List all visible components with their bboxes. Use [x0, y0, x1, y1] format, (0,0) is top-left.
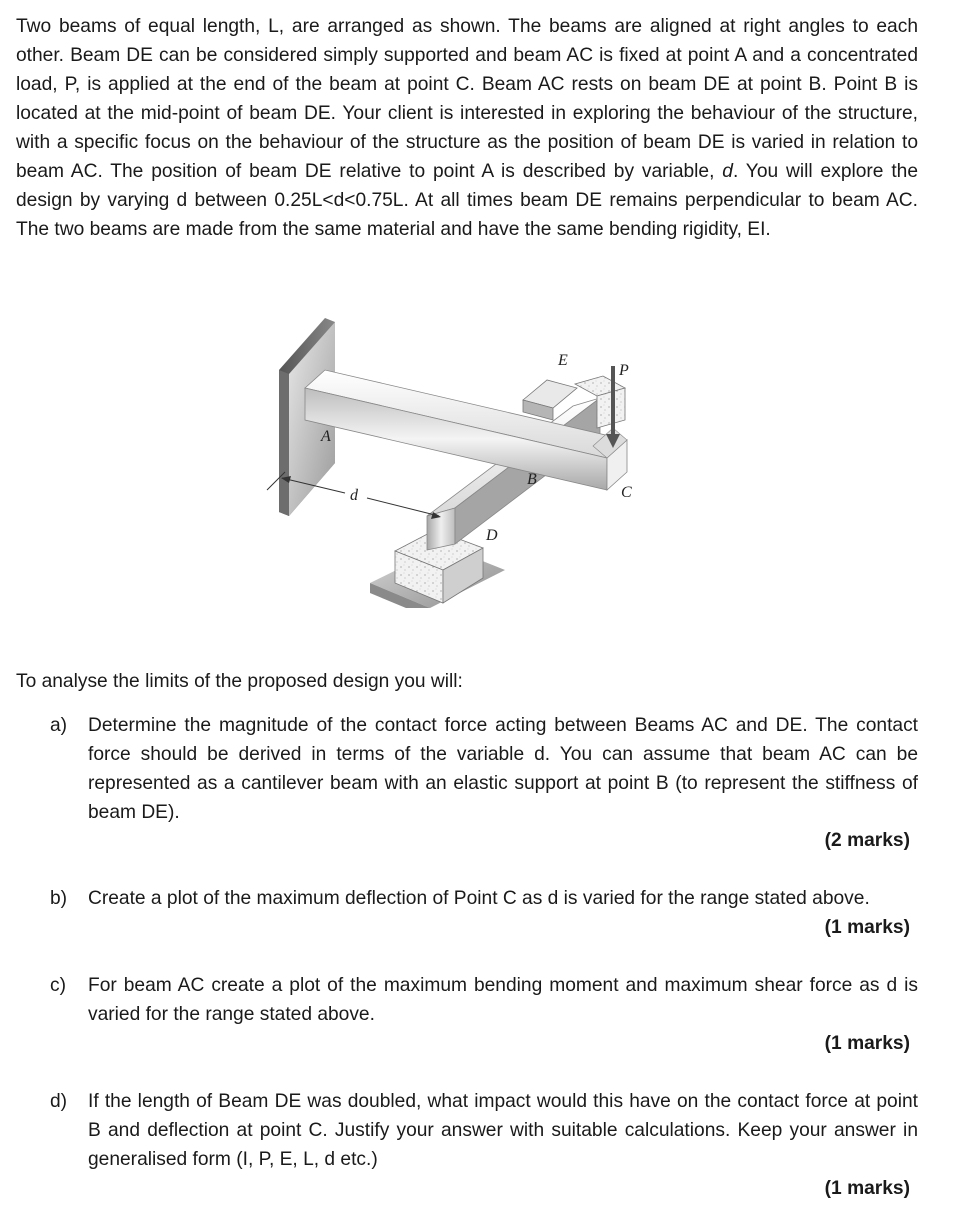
question-text: If the length of Beam DE was doubled, what impact would this have on the contact force at point B and deflection at point C. Justify your answer with suitable calculations. Keep your answer in generalised form (I, P, E, L, d etc.) [88, 1091, 918, 1170]
label-p: P [619, 362, 629, 379]
question-a [50, 711, 918, 827]
question-letter: d) [50, 1091, 68, 1112]
question-d [50, 1087, 918, 1174]
problem-statement [16, 12, 918, 244]
question-text: Create a plot of the maximum deflection of Point C as d is varied for the range stated above. [88, 888, 870, 909]
question-letter: a) [50, 715, 68, 736]
marks-c: (1 marks) [824, 1033, 910, 1054]
question-text: Determine the magnitude of the contact force acting between Beams AC and DE. The contact force should be derived in terms of the variable d. You can assume that beam AC can be represented as a cantilever beam with an elastic support at point B (to represent the stiffness of beam DE). [88, 715, 918, 823]
intro-text: Two beams of equal length, L, are arranged as shown. The beams are aligned at right angles to each other. Beam DE can be considered simply supported and beam AC is fixed at point A and a concentrated load, P, is applied at the end of the beam at point C. Beam AC rests on beam DE at point B. Point B is located at the mid-point of beam DE. Your client is interested in exploring the behaviour of the structure, with a specific focus on the behaviour of the structure as the position of beam DE is varied in relation to beam AC. The position of beam DE relative to point A is described by variable, [16, 16, 918, 182]
label-dim-d: d [350, 487, 358, 504]
marks-d: (1 marks) [824, 1178, 910, 1199]
question-text: For beam AC create a plot of the maximum bending moment and maximum shear force as d is varied for the range stated above. [88, 975, 918, 1025]
question-letter: b) [50, 888, 68, 909]
label-a: A [321, 428, 331, 445]
marks-a: (2 marks) [824, 830, 910, 851]
intro-text-end: . You will explore the design by varying d between 0.25L<d<0.75L. At all times beam DE remains perpendicular to beam AC. The two beams are made from the same material and have the same bending rigidity, EI. [16, 161, 919, 240]
question-letter: c) [50, 975, 66, 996]
lead-in: To analyse the limits of the proposed design you will: [16, 671, 463, 692]
question-b [50, 884, 918, 913]
variable-d: d [722, 161, 733, 182]
label-b: B [527, 471, 537, 488]
label-c: C [621, 484, 632, 501]
beam-diagram [255, 308, 645, 608]
beam-ac [305, 370, 627, 490]
marks-b: (1 marks) [824, 917, 910, 938]
label-e: E [558, 352, 568, 369]
question-c [50, 971, 918, 1029]
label-d: D [486, 527, 498, 544]
